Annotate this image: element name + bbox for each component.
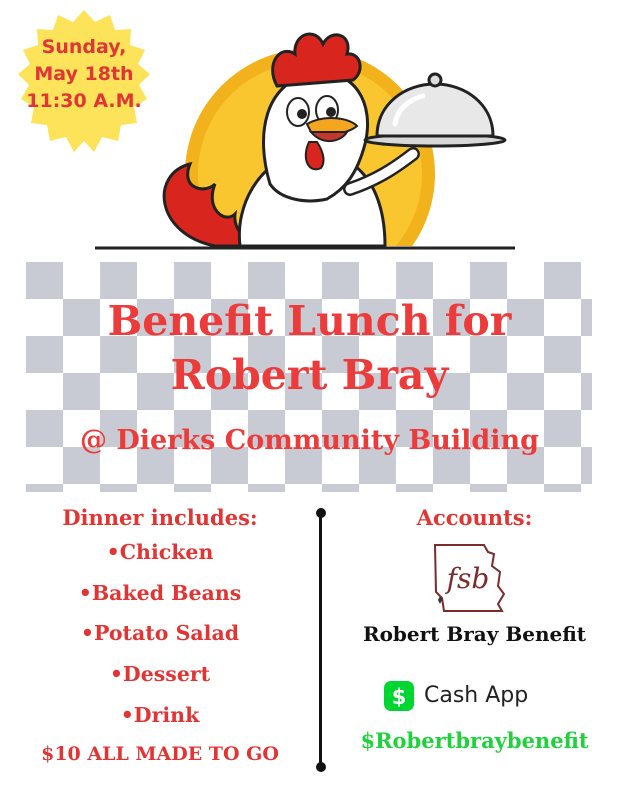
title-line-2: Robert Bray (170, 351, 449, 399)
checker-square (100, 262, 137, 299)
checker-square (248, 262, 285, 299)
checker-square (396, 484, 433, 492)
checker-square (322, 484, 359, 492)
checker-square (248, 484, 285, 492)
badge-time: 11:30 A.M. (26, 90, 142, 112)
event-location: @ Dierks Community Building (79, 425, 540, 456)
menu-heading: Dinner includes: (62, 505, 258, 530)
accounts-heading: Accounts: (416, 505, 533, 530)
badge-day: Sunday, (41, 36, 127, 58)
fsb-bank-logo (432, 542, 506, 614)
account-name: Robert Bray Benefit (362, 622, 587, 646)
svg-text:$: $ (391, 685, 407, 709)
badge-date: May 18th (34, 63, 134, 85)
chicken-waiter-illustration (95, 14, 515, 264)
menu-item: •Dessert (109, 662, 211, 686)
checker-square (100, 484, 137, 492)
checker-square (174, 262, 211, 299)
checker-square (470, 484, 507, 492)
cash-app-label: Cash App (424, 683, 529, 708)
fsb-logo-text: fsb (446, 562, 490, 595)
checker-square (174, 484, 211, 492)
menu-item: •Potato Salad (80, 621, 240, 645)
checker-square (322, 262, 359, 299)
menu-item: •Chicken (106, 540, 214, 564)
checker-square (544, 484, 581, 492)
price-note: $10 ALL MADE TO GO (41, 743, 279, 765)
menu-item: •Baked Beans (78, 581, 242, 605)
title-line-1: Benefit Lunch for (107, 297, 512, 345)
checker-square (396, 262, 433, 299)
cashtag: $Robertbraybenefit (360, 728, 589, 753)
checker-square (470, 262, 507, 299)
checker-square (544, 262, 581, 299)
cash-app-icon (384, 681, 414, 711)
menu-item: •Drink (120, 703, 200, 727)
checker-square (26, 262, 63, 299)
checker-square (26, 484, 63, 492)
